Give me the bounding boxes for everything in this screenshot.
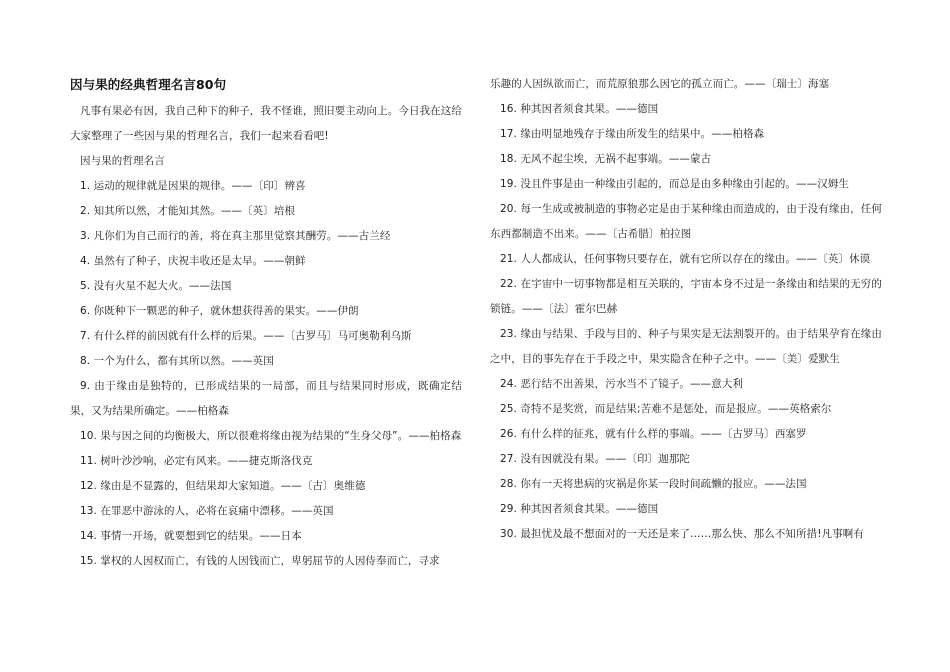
quote-item: 3. 凡你们为自己而行的善，将在真主那里觉察其酬劳。——古兰经	[80, 230, 391, 242]
quote-item: 25. 奇特不是奖赏，而是结果;苦难不是惩处，而是报应。——英格索尔	[500, 403, 832, 415]
quote-item: 15. 掌权的人因权而亡，有钱的人因钱而亡，卑躬屈节的人因侍奉而亡，寻求	[80, 555, 440, 567]
quote-item: 14. 事情一开场，就要想到它的结果。——日本	[80, 530, 302, 542]
quote-item: 6. 你既种下一颗恶的种子，就休想获得善的果实。——伊朗	[80, 305, 359, 317]
quote-item: 29. 种其因者须食其果。——德国	[500, 503, 659, 515]
quote-item: 16. 种其因者须食其果。——德国	[500, 103, 659, 115]
quote-item: 23. 缘由与结果、手段与目的、种子与果实是无法割裂开的。由于结果孕育在缘由之中，目的事先存在于手段之中，果实隐含在种子之中。——〔美〕爱默生	[490, 328, 882, 365]
quote-item: 9. 由于缘由是独特的，已形成结果的一局部，而且与结果同时形成，既确定结果，又为结果所确定。——柏格森	[70, 380, 462, 417]
quote-item: 13. 在罪恶中游泳的人，必将在哀痛中漂移。——英国	[80, 505, 334, 517]
quote-item: 12. 缘由是不显露的，但结果却大家知道。——〔古〕奥维德	[80, 480, 366, 492]
quote-item: 22. 在宇宙中一切事物都是相互关联的，宇宙本身不过是一条缘由和结果的无穷的锁链。——〔法〕霍尔巴赫	[490, 278, 882, 315]
quote-item: 7. 有什么样的前因就有什么样的后果。——〔古罗马〕马可奥勒利乌斯	[80, 330, 412, 342]
quote-item: 21. 人人都成认，任何事物只要存在，就有它所以存在的缘由。——〔英〕休谟	[500, 253, 871, 265]
quote-item: 30. 最担忧及最不想面对的一天还是来了……那么快、那么不知所措!凡事啊有	[500, 528, 864, 540]
section-heading: 因与果的哲理名言	[80, 155, 165, 167]
quote-item: 18. 无风不起尘埃，无祸不起事端。——蒙古	[500, 153, 712, 165]
quote-continuation: 乐趣的人因纵欲而亡，而荒原狼那么因它的孤立而亡。——〔瑞士〕海塞	[490, 78, 830, 90]
quote-item: 10. 果与因之间的均衡极大，所以很难将缘由视为结果的“生身父母”。——柏格森	[80, 430, 462, 442]
quote-item: 19. 没且件事是由一种缘由引起的，而总是由多种缘由引起的。——汉姆生	[500, 178, 850, 190]
quote-item: 1. 运动的规律就是因果的规律。——〔印〕辨喜	[80, 180, 306, 192]
quote-item: 28. 你有一天将患病的灾祸是你某一段时间疏懒的报应。——法国	[500, 478, 807, 490]
intro-paragraph: 凡事有果必有因，我自己种下的种子，我不怪谁，照旧要主动向上。今日我在这给大家整理了一些因与果的哲理名言，我们一起来看看吧!	[70, 105, 462, 142]
left-column	[70, 72, 462, 574]
quote-item: 8. 一个为什么，都有其所以然。——英国	[80, 355, 274, 367]
quote-item: 26. 有什么样的征兆，就有什么样的事端。——〔古罗马〕西塞罗	[500, 428, 807, 440]
quote-item: 2. 知其所以然，才能知其然。——〔英〕培根	[80, 205, 296, 217]
quote-item: 24. 恶行结不出善果，污水当不了镜子。——意大利	[500, 378, 744, 390]
quote-item: 17. 缘由明显地残存于缘由所发生的结果中。——柏格森	[500, 128, 765, 140]
document-title: 因与果的经典哲理名言80句	[70, 77, 227, 92]
quote-item: 4. 虽然有了种子，庆祝丰收还是太早。——朝鲜	[80, 255, 306, 267]
quote-item: 27. 没有因就没有果。——〔印〕迦那陀	[500, 453, 691, 465]
quote-item: 5. 没有火星不起大火。——法国	[80, 280, 232, 292]
quote-item: 11. 树叶沙沙响，必定有风来。——捷克斯洛伐克	[80, 455, 313, 467]
quote-item: 20. 每一生成或被制造的事物必定是由于某种缘由而造成的，由于没有缘由，任何东西都制造不出来。——〔古希腊〕柏拉图	[490, 203, 882, 240]
right-column	[490, 72, 882, 547]
